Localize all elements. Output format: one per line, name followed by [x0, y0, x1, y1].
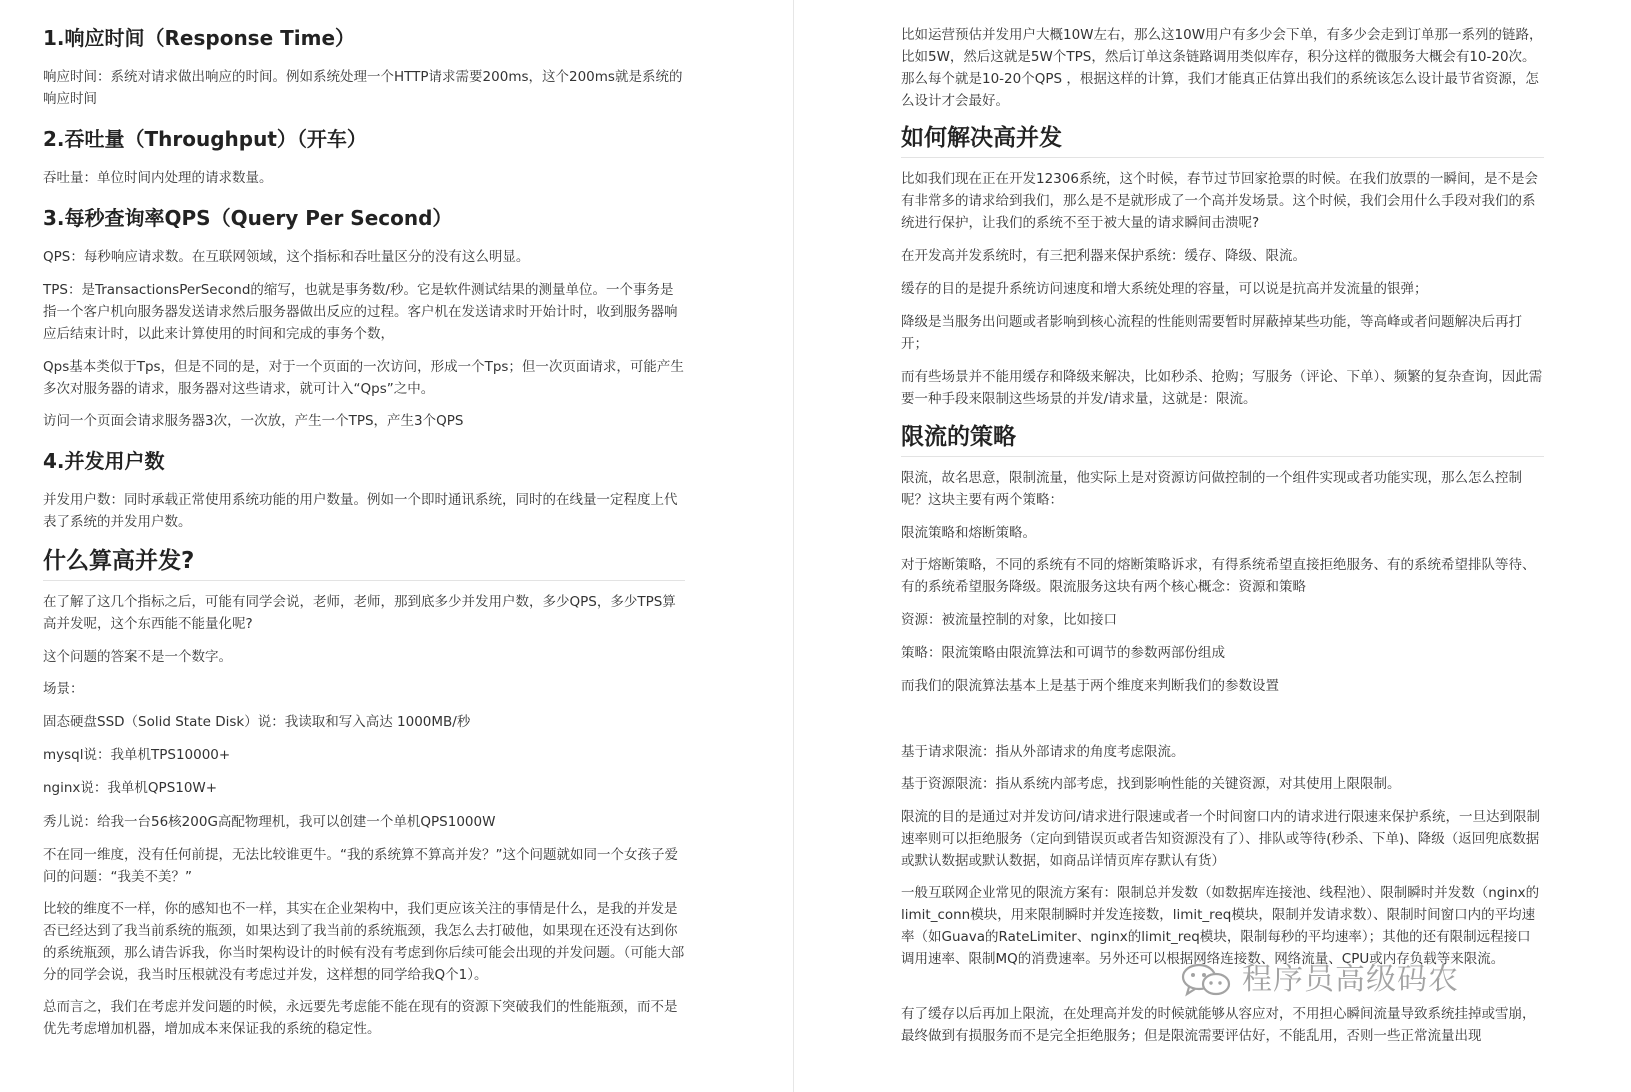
paragraph: 总而言之，我们在考虑并发问题的时候，永远要先考虑能不能在现有的资源下突破我们的性能瓶颈，而不是优先考虑增加机器，增加成本来保证我的系统的稳定性。	[43, 999, 678, 1037]
paragraph: 基于请求限流：指从外部请求的角度考虑限流。	[901, 744, 1185, 760]
paragraph: 秀儿说：给我一台56核200G高配物理机，我可以创建一个单机QPS1000W	[43, 814, 496, 830]
paragraph: 比如运营预估并发用户大概10W左右，那么这10W用户有多少会下单，有多少会走到订单那一系列的链路，比如5W，然后这就是5W个TPS，然后订单这条链路调用类似库存，积分这样的微服务大概会有10-20次。那么每个就是10-20个QPS ，根据这样的计算，我们才能真正估算出我们的系统该怎么设计最节省资源，怎么设计才会最好。	[901, 27, 1543, 109]
paragraph: 而我们的限流算法基本上是基于两个维度来判断我们的参数设置	[901, 678, 1279, 694]
paragraph: 吞吐量：单位时间内处理的请求数量。	[43, 170, 273, 186]
paragraph: 固态硬盘SSD（Solid State Disk）说：我读取和写入高达 1000MB/秒	[43, 714, 471, 730]
paragraph: 限流，故名思意，限制流量，他实际上是对资源访问做控制的一个组件实现或者功能实现，那么怎么控制呢？这块主要有两个策略：	[901, 470, 1522, 508]
paragraph: 限流的目的是通过对并发访问/请求进行限速或者一个时间窗口内的请求进行限速来保护系统，一旦达到限制速率则可以拒绝服务（定向到错误页或者告知资源没有了）、排队或等待(秒杀、下单)、降级（返回兜底数据或默认数据或默认数据，如商品详情页库存默认有货）	[901, 809, 1541, 869]
paragraph: 不在同一维度，没有任何前提，无法比较谁更牛。“我的系统算不算高并发？”这个问题就如同一个女孩子爱问的问题：“我美不美？”	[43, 847, 678, 885]
paragraph: 而有些场景并不能用缓存和降级来解决，比如秒杀、抢购；写服务（评论、下单）、频繁的复杂查询，因此需要一种手段来限制这些场景的并发/请求量，这就是：限流。	[901, 369, 1543, 407]
wechat-icon	[1180, 963, 1232, 997]
heading-throughput: 2.吞吐量（Throughput）（开车）	[43, 127, 367, 151]
paragraph: 比如我们现在正在开发12306系统，这个时候，春节过节回家抢票的时候。在我们放票的一瞬间，是不是会有非常多的请求给到我们，那么是不是就形成了一个高并发场景。这个时候，我们会用什么手段对我们的系统进行保护，让我们的系统不至于被大量的请求瞬间击溃呢?	[901, 171, 1538, 231]
heading-how-to-solve-high-concurrency: 如何解决高并发	[901, 122, 1544, 158]
paragraph: 这个问题的答案不是一个数字。	[43, 649, 232, 665]
paragraph: 策略：限流策略由限流算法和可调节的参数两部份组成	[901, 645, 1225, 661]
paragraph: Qps基本类似于Tps，但是不同的是，对于一个页面的一次访问，形成一个Tps；但一次页面请求，可能产生多次对服务器的请求，服务器对这些请求，就可计入“Qps”之中。	[43, 359, 684, 397]
paragraph: 资源：被流量控制的对象，比如接口	[901, 612, 1117, 628]
paragraph: 一般互联网企业常见的限流方案有：限制总并发数（如数据库连接池、线程池）、限制瞬时并发数（nginx的limit_conn模块，用来限制瞬时并发连接数，limit_req模块，限制并发请求数）、限制时间窗口内的平均速率（如Guava的RateLimiter、nginx的limit_req模块，限制每秒的平均速率）；其他的还有限制远程接口调用速率、限制MQ的消费速率。另外还可以根据网络连接数、网络流量、CPU或内存负载等来限流。	[901, 885, 1540, 967]
paragraph: 比较的维度不一样，你的感知也不一样，其实在企业架构中，我们更应该关注的事情是什么，是我的并发是否已经达到了我当前系统的瓶颈，如果达到了我当前的系统瓶颈，我怎么去打破他，如果现在还没有达到你的系统瓶颈，那么请告诉我，你当时架构设计的时候有没有考虑到你后续可能会出现的并发问题。（可能大部分的同学会说，我当时压根就没有考虑过并发，这样想的同学给我Q个1）。	[43, 901, 685, 983]
column-divider	[793, 0, 794, 1092]
paragraph: 基于资源限流：指从系统内部考虑，找到影响性能的关键资源，对其使用上限限制。	[901, 776, 1401, 792]
paragraph: QPS：每秒响应请求数。在互联网领域，这个指标和吞吐量区分的没有这么明显。	[43, 249, 530, 265]
paragraph: 并发用户数：同时承载正常使用系统功能的用户数量。例如一个即时通讯系统，同时的在线量一定程度上代表了系统的并发用户数。	[43, 492, 678, 530]
watermark-text: 程序员高级码农	[1242, 962, 1459, 997]
paragraph: 访问一个页面会请求服务器3次，一次放，产生一个TPS，产生3个QPS	[43, 413, 464, 429]
paragraph: 响应时间：系统对请求做出响应的时间。例如系统处理一个HTTP请求需要200ms，这个200ms就是系统的响应时间	[43, 69, 683, 107]
paragraph: 限流策略和熔断策略。	[901, 525, 1036, 541]
paragraph: nginx说：我单机QPS10W+	[43, 780, 218, 796]
watermark	[1180, 955, 1540, 1005]
heading-rate-limiting-strategy: 限流的策略	[901, 421, 1544, 457]
heading-response-time: 1.响应时间（Response Time）	[43, 26, 356, 50]
heading-concurrent-users: 4.并发用户数	[43, 449, 165, 473]
paragraph: 在了解了这几个指标之后，可能有同学会说，老师，老师，那到底多少并发用户数，多少QPS，多少TPS算高并发呢，这个东西能不能量化呢?	[43, 594, 676, 632]
heading-what-is-high-concurrency: 什么算高并发?	[43, 545, 685, 581]
paragraph: 降级是当服务出问题或者影响到核心流程的性能则需要暂时屏蔽掉某些功能，等高峰或者问题解决后再打开；	[901, 314, 1522, 352]
paragraph: TPS：是TransactionsPerSecond的缩写，也就是事务数/秒。它是软件测试结果的测量单位。一个事务是指一个客户机向服务器发送请求然后服务器做出反应的过程。客户机在发送请求时开始计时，收到服务器响应后结束计时，以此来计算使用的时间和完成的事务个数，	[43, 282, 678, 342]
paragraph: 有了缓存以后再加上限流，在处理高并发的时候就能够从容应对，不用担心瞬间流量导致系统挂掉或雪崩，最终做到有损服务而不是完全拒绝服务；但是限流需要评估好，不能乱用，否则一些正常流量出现	[901, 1006, 1536, 1044]
paragraph: 在开发高并发系统时，有三把利器来保护系统：缓存、降级、限流。	[901, 248, 1306, 264]
heading-qps: 3.每秒查询率QPS（Query Per Second）	[43, 206, 453, 230]
paragraph: 缓存的目的是提升系统访问速度和增大系统处理的容量，可以说是抗高并发流量的银弹；	[901, 281, 1428, 297]
paragraph: 对于熔断策略，不同的系统有不同的熔断策略诉求，有得系统希望直接拒绝服务、有的系统希望排队等待、有的系统希望服务降级。限流服务这块有两个核心概念：资源和策略	[901, 557, 1536, 595]
paragraph: 场景：	[43, 681, 84, 697]
paragraph: mysql说：我单机TPS10000+	[43, 747, 231, 763]
